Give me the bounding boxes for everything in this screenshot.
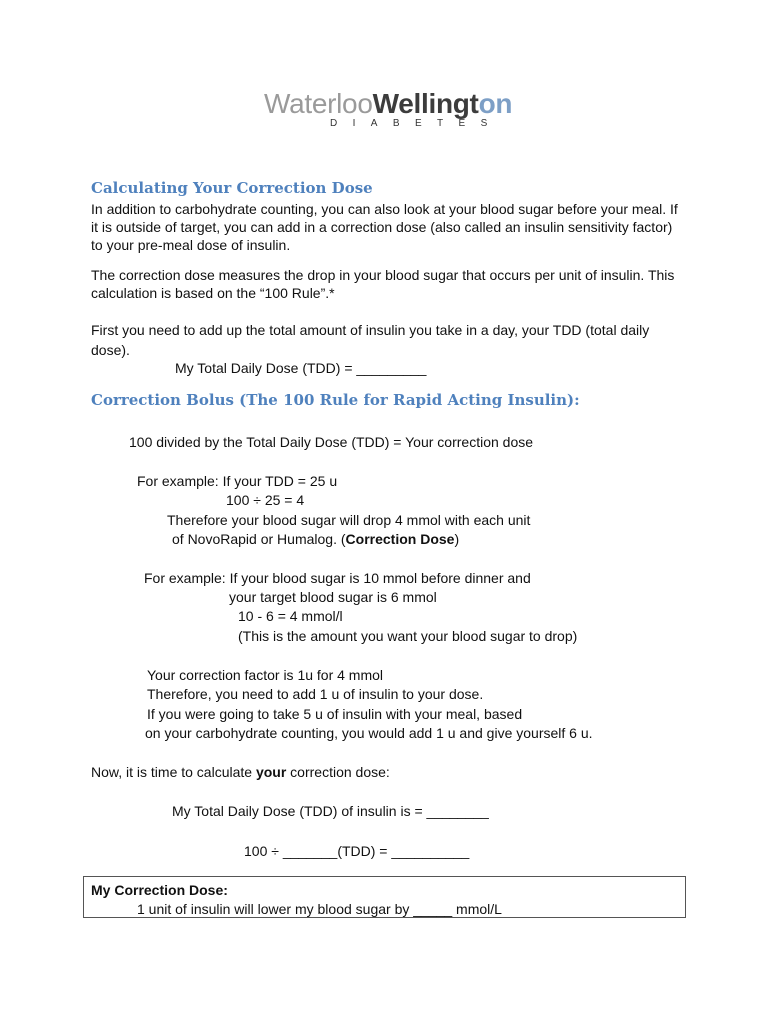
logo [264, 88, 524, 138]
intro-line-2: it is outside of target, you can add in a correction dose (also called an insulin sensitivity factor) [91, 219, 673, 235]
now-your-emphasis: your [255, 764, 287, 780]
example1-line-2: 100 ÷ 25 = 4 [226, 492, 305, 508]
explain-line-2: Therefore, you need to add 1 u of insulin to your dose. [147, 686, 484, 702]
example1-line-4-post: ) [454, 531, 460, 547]
logo-word-waterloo: Waterloo [264, 88, 373, 119]
para2-line-2: calculation is based on the “100 Rule”.* [91, 285, 335, 301]
logo-word-accent: on [478, 88, 513, 119]
logo-word-wellington: Wellingt [372, 88, 479, 119]
example1-line-4 [172, 530, 459, 549]
intro-line-1: In addition to carbohydrate counting, you can also look at your blood sugar before your meal. If [91, 201, 678, 217]
calc-division-line: 100 ÷ _______(TDD) = __________ [244, 843, 470, 859]
explain-line-4: on your carbohydrate counting, you would add 1 u and give yourself 6 u. [145, 725, 593, 741]
example2-line-2: your target blood sugar is 6 mmol [229, 589, 437, 605]
example2-line-3: 10 - 6 = 4 mmol/l [238, 608, 343, 624]
para2-line-1: The correction dose measures the drop in your blood sugar that occurs per unit of insulin. This [91, 267, 675, 283]
example1-line-1: For example: If your TDD = 25 u [137, 473, 338, 489]
now-pre: Now, it is time to calculate [91, 764, 256, 780]
example2-line-1: For example: If your blood sugar is 10 mmol before dinner and [144, 570, 531, 586]
para3-line-2: dose). [91, 342, 130, 358]
correction-dose-emphasis: Correction Dose [345, 531, 455, 547]
para3-line-1: First you need to add up the total amount of insulin you take in a day, your TDD (total daily [91, 322, 650, 338]
example1-line-4-pre: of NovoRapid or Humalog. ( [172, 531, 346, 547]
now-post: correction dose: [286, 764, 390, 780]
section-heading-calculating: Calculating Your Correction Dose [91, 179, 373, 197]
tdd-blank-line: My Total Daily Dose (TDD) = _________ [175, 360, 427, 376]
explain-line-1: Your correction factor is 1u for 4 mmol [147, 667, 384, 683]
now-calculate-line [91, 763, 390, 782]
intro-line-3: to your pre-meal dose of insulin. [91, 237, 291, 253]
explain-line-3: If you were going to take 5 u of insulin with your meal, based [147, 706, 523, 722]
example2-line-4: (This is the amount you want your blood sugar to drop) [238, 628, 578, 644]
rule-line: 100 divided by the Total Daily Dose (TDD) = Your correction dose [129, 434, 534, 450]
section-heading-correction-bolus: Correction Bolus (The 100 Rule for Rapid Acting Insulin): [91, 391, 580, 409]
correction-dose-box-title: My Correction Dose: [91, 882, 228, 898]
calc-tdd-line: My Total Daily Dose (TDD) of insulin is = ________ [172, 803, 489, 819]
correction-dose-box-line: 1 unit of insulin will lower my blood sugar by _____ mmol/L [137, 901, 502, 917]
logo-wordmark [264, 88, 512, 120]
logo-subtitle: DIABETES [330, 118, 503, 129]
example1-line-3: Therefore your blood sugar will drop 4 mmol with each unit [167, 512, 531, 528]
correction-dose-box [83, 876, 686, 918]
